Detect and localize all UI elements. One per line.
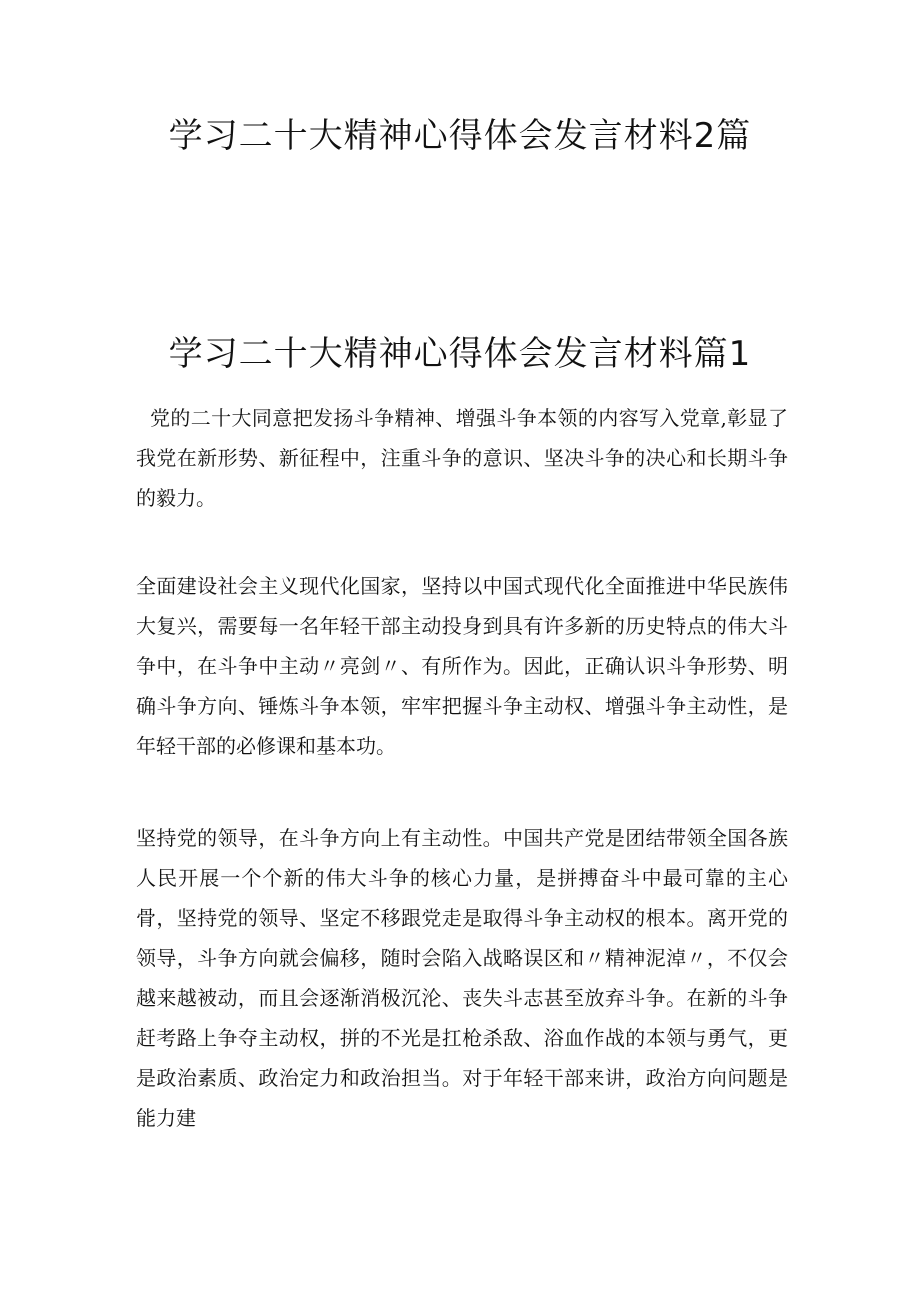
paragraph-2: 全面建设社会主义现代化国家，坚持以中国式现代化全面推进中华民族伟大复兴，需要每一名年轻干部主动投身到具有许多新的历史特点的伟大斗争中，在斗争中主动〃亮剑〃、有所作为。因此，正确认识斗争形势、明确斗争方向、锤炼斗争本领，牢牢把握斗争主动权、增强斗争主动性，是年轻干部的必修课和基本功。 [136,574,788,758]
paragraph-3: 坚持党的领导，在斗争方向上有主动性。中国共产党是团结带领全国各族人民开展一个个新的伟大斗争的核心力量，是拼搏奋斗中最可靠的主心骨，坚持党的领导、坚定不移跟党走是取得斗争主动权的根本。离开党的领导，斗争方向就会偏移，随时会陷入战略误区和〃精神泥淖〃，不仅会越来越被动，而且会逐渐消极沉沦、丧失斗志甚至放弃斗争。在新的斗争赶考路上争夺主动权，拼的不光是扛枪杀敌、浴血作战的本领与勇气，更是政治素质、政治定力和政治担当。对于年轻干部来讲，政治方向问题是能力建 [136,826,788,1130]
paragraph-1: 党的二十大同意把发扬斗争精神、增强斗争本领的内容写入党章,彰显了我党在新形势、新征程中，注重斗争的意识、坚决斗争的决心和长期斗争的毅力。 [136,406,788,510]
section-title: 学习二十大精神心得体会发言材料篇1 [168,334,752,374]
document-title: 学习二十大精神心得体会发言材料2篇 [168,116,752,156]
